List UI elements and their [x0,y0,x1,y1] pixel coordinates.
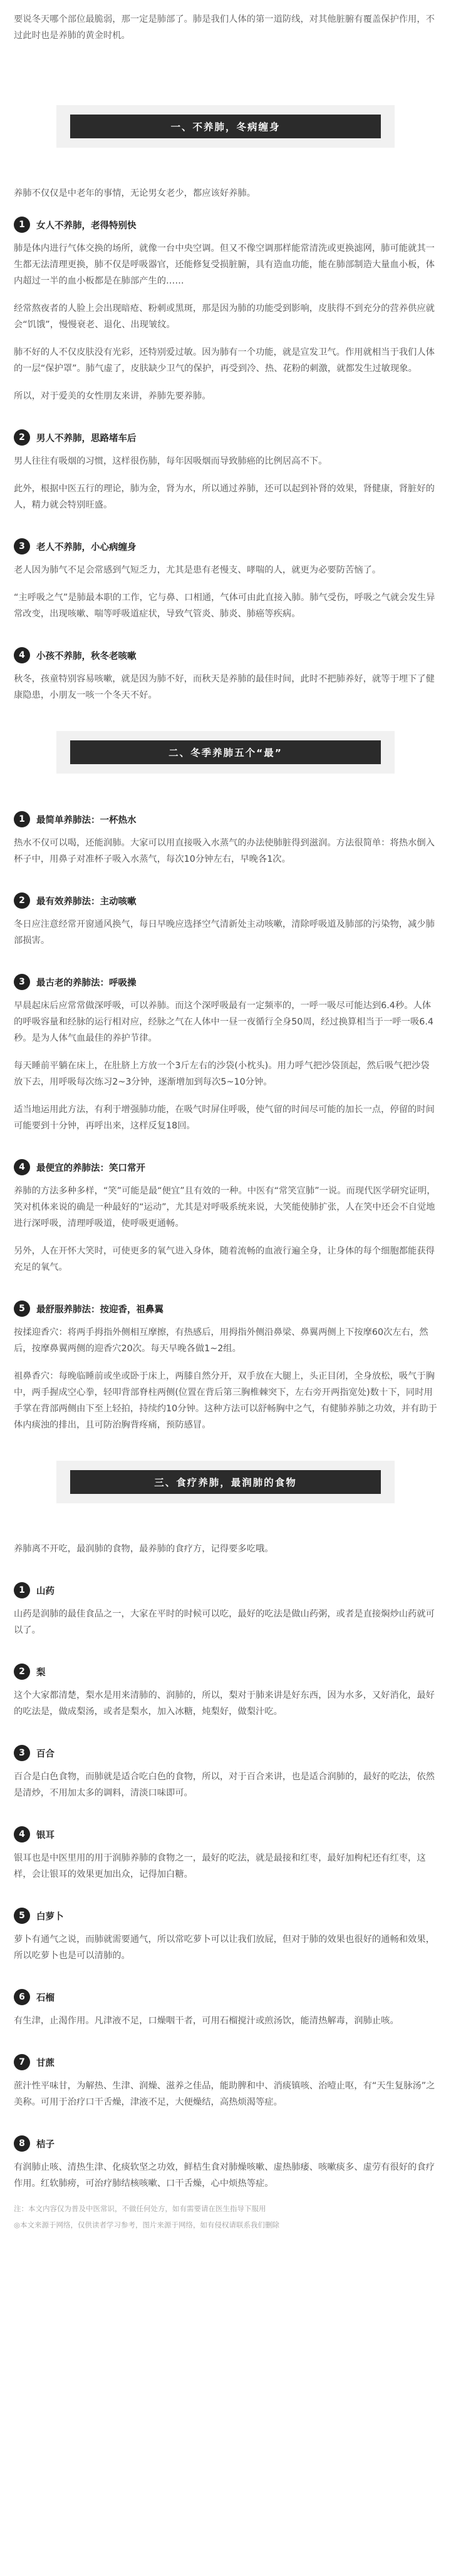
subheading [14,1989,437,2005]
number-badge: 4 [14,1826,30,1843]
paragraph: 每天睡前平躺在床上，在肚脐上方放一个3斤左右的沙袋(小枕头)。用力呼气把沙袋顶起，然后吸气把沙袋放下去，用呼吸每次练习2~3分钟，逐渐增加到每次5~10分钟。 [14,1061,430,1087]
paragraph: 有生津，止渴作用。凡津液不足，口燥咽干者，可用石榴搅汁或煎汤饮，能清热解毒，润肺止咳。 [14,2016,399,2026]
subheading-title: 百合 [36,1749,54,1759]
subheading-title: 男人不养肺，思路堵车后 [36,433,137,444]
subheading [14,1908,437,1924]
subheading-title: 石榴 [36,1993,54,2003]
number-badge: 3 [14,974,30,990]
section-banner-1 [56,105,395,148]
number-badge: 4 [14,647,30,663]
number-badge: 2 [14,892,30,909]
subheading [14,1582,437,1598]
subheading-title: 最古老的养肺法：呼吸操 [36,978,137,988]
paragraph: 早晨起床后应常常做深呼吸，可以养肺。而这个深呼吸最有一定频率的，一呼一吸尽可能达到6.4秒。人体的呼吸容量和经脉的运行相对应，经脉之气在人体中一昼一夜循行全身50周，经过换算相当于一呼一吸6.4秒。是为人体气血最佳的养护节律。 [14,1001,433,1043]
subheading [14,974,437,990]
paragraph: 老人因为肺气不足会常感到气短乏力，尤其是患有老慢支、哮喘的人，就更为必要防苦恼了。 [14,565,381,575]
section-title-2: 二、冬季养肺五个“最” [70,740,381,764]
number-badge: 2 [14,429,30,446]
number-badge: 3 [14,1745,30,1761]
section-lead-1: 养肺不仅仅是中老年的事情，无论男女老少，都应该好养肺。 [14,188,256,198]
subheading [14,217,437,233]
subheading-title: 桔子 [36,2139,54,2150]
number-badge: 5 [14,1301,30,1317]
subheading [14,647,437,663]
subheading-title: 最舒服养肺法：按迎香，祖鼻翼 [36,1304,163,1315]
section-title-3: 三、食疗养肺，最润肺的食物 [70,1470,381,1494]
paragraph: 这个大家都清楚，梨水是用来清肺的、润肺的，所以，梨对于肺来讲是好东西，因为水多，又好消化，最好的吃法是，做成梨汤，或者是梨水，加入冰糖，炖梨好，做梨汁吃。 [14,1690,435,1717]
paragraph: 银耳也是中医里用的用于润肺养肺的食物之一，最好的吃法，就是最接和红枣，最好加枸杞还有红枣，这样，会让银耳的效果更加出众，记得加白糖。 [14,1853,426,1879]
paragraph: 蔗汁性平味甘，为解热、生津、润燥、滋养之佳品，能助脾和中、消痰镇咳、治噎止呕，有“天生复脉汤”之美称。可用于治疗口干舌燥，津液不足，大便燥结，高热烦渴等症。 [14,2081,435,2107]
subheading [14,2054,437,2070]
subheading-title: 最有效养肺法：主动咳嗽 [36,896,137,907]
number-badge: 3 [14,538,30,555]
paragraph: 山药是润肺的最佳食品之一，大家在平时的时候可以吃，最好的吃法是做山药粥，或者是直接焖炒山药就可以了。 [14,1609,435,1635]
paragraph: 热水不仅可以喝，还能润肺。大家可以用直接吸入水蒸气的办法使肺脏得到滋润。方法很简单：将热水倒入杯子中，用鼻子对准杯子吸入水蒸气，每次10分钟左右，早晚各1次。 [14,838,435,864]
subheading-title: 白萝卜 [36,1911,64,1922]
source-note: ◎本文来源于网络，仅供读者学习参考，图片来源于网络，如有侵权请联系我们删除 [14,2221,280,2229]
subheading [14,538,437,555]
subheading-title: 梨 [36,1667,46,1678]
subheading [14,1745,437,1761]
subheading [14,1664,437,1680]
subheading [14,2135,437,2152]
paragraph: 祖鼻香穴：每晚临睡前或坐或卧于床上，两膝自然分开，双手放在大腿上，头正目闭，全身放松，吸气于胸中，两手握成空心拳，轻叩背部脊柱两侧(位置在背后第三胸椎棘突下，左右旁开两指宽处)数十下，同时用手掌在背部两侧由下至上轻拍，持续约10分钟。这种方法可以舒畅胸中之气，有健肺养肺之功效，并有助于体内痰浊的排出，且可防治胸背疼痛，预防感冒。 [14,1371,437,1430]
subheading-title: 老人不养肺，小心病缠身 [36,542,137,553]
paragraph: 所以，对于爱美的女性朋友来讲，养肺先要养肺。 [14,391,211,401]
paragraph: “主呼吸之气”是肺最本职的工作，它与鼻、口相通，气体可由此直接入肺。肺气受伤，呼吸之气就会发生异常改变，出现咳嗽、喘等呼吸道症状，导致气管炎、肺炎、肺癌等疾病。 [14,593,435,619]
subheading-title: 最便宜的养肺法：笑口常开 [36,1163,145,1173]
subheading [14,1301,437,1317]
paragraph: 肺不好的人不仅皮肤没有光彩，还特别爱过敏。因为肺有一个功能，就是宣发卫气。作用就相当于我们人体的一层“保护罩”。肺气虚了，皮肤缺少卫气的保护，再受到冷、热、花粉的刺激，就都发生过敏现象。 [14,347,435,374]
subheading [14,429,437,446]
paragraph: 适当地运用此方法，有利于增强肺功能，在吸气时屏住呼吸，使气留的时间尽可能的加长一点，停留的时间可能要到十分钟，再呼出来，这样反复18回。 [14,1105,435,1131]
paragraph: 百合是白色食物，而肺就是适合吃白色的食物，所以，对于百合来讲，也是适合润肺的，最好的吃法，依然是清炒，不用加太多的调料，清淡口味即可。 [14,1772,435,1798]
subheading [14,1826,437,1843]
paragraph: 有润肺止咳、清热生津、化痰软坚之功效，鲜桔生食对肺燥咳嗽、虚热肺痿、咳嗽痰多、虚劳有很好的食疗作用。红软肺痨，可治疗肺结核咳嗽、口干舌燥，心中烦热等症。 [14,2162,435,2189]
subheading-title: 小孩不养肺，秋冬老咳嗽 [36,651,137,662]
section-banner-2 [56,731,395,774]
subheading-title: 甘蔗 [36,2058,54,2068]
number-badge: 7 [14,2054,30,2070]
section-title-1: 一、不养肺，冬病缠身 [70,115,381,138]
subheading [14,811,437,827]
paragraph: 此外，根据中医五行的理论，肺为金，肾为水，所以通过养肺，还可以起到补肾的效果，肾健康，肾脏好的人，精力就会特别旺盛。 [14,484,435,510]
subheading-title: 最简单养肺法：一杯热水 [36,815,137,825]
paragraph: 冬日应注意经常开窗通风换气，每日早晚应选择空气清新处主动咳嗽，清除呼吸道及肺部的污染物，减少肺部损害。 [14,919,435,946]
number-badge: 8 [14,2135,30,2152]
subheading-title: 银耳 [36,1830,54,1841]
intro-paragraph: 要说冬天哪个部位最脆弱，那一定是肺部了。肺是我们人体的第一道防线，对其他脏腑有覆盖保护作用，不过此时也是养肺的黄金时机。 [14,14,435,41]
paragraph: 养肺的方法多种多样，“笑”可能是最“便宜”且有效的一种。中医有“常笑宣肺”一说。而现代医学研究证明，笑对机体来说的确是一种最好的“运动”，尤其是对呼吸系统来说，大笑能使肺扩张，人在笑中还会不自觉地进行深呼吸，清理呼吸道，使呼吸更通畅。 [14,1186,436,1229]
paragraph: 肺是体内进行气体交换的场所，就像一台中央空调。但又不像空调那样能常清洗或更换滤网，肺可能就其一生都无法清理更换，肺不仅是呼吸器官，还能修复受损脏腑，具有造血功能，能在肺部制造大量血小板，体内超过一半的血小板都是在肺部产生的…… [14,243,435,286]
subheading-title: 女人不养肺，老得特别快 [36,220,137,231]
subheading [14,892,437,909]
number-badge: 5 [14,1908,30,1924]
number-badge: 1 [14,217,30,233]
number-badge: 1 [14,811,30,827]
paragraph: 经常熬夜者的人脸上会出现暗疮、粉刺或黑斑，那是因为肺的功能受到影响，皮肤得不到充分的营养供应就会“饥饿”，慢慢衰老、退化、出现皱纹。 [14,304,435,330]
paragraph: 萝卜有通气之说，而肺就需要通气，所以常吃萝卜可以让我们放屁，但对于肺的效果也很好的通畅和效果，所以吃萝卜也是可以清肺的。 [14,1935,435,1961]
paragraph: 按揉迎香穴：将两手拇指外侧相互摩擦，有热感后，用拇指外侧沿鼻梁、鼻翼两侧上下按摩60次左右，然后，按摩鼻翼两侧的迎香穴20次。每天早晚各做1~2组。 [14,1327,428,1354]
paragraph: 秋冬，孩童特别容易咳嗽，就是因为肺不好，而秋天是养肺的最佳时间，此时不把肺养好，就等于埋下了健康隐患，小朋友一咳一个冬天不好。 [14,674,435,700]
number-badge: 1 [14,1582,30,1598]
section-banner-3 [56,1461,395,1503]
number-badge: 4 [14,1159,30,1175]
paragraph: 另外，人在开怀大笑时，可使更多的氧气进入身体，随着流畅的血液行遍全身，让身体的每个细胞都能获得充足的氧气。 [14,1246,435,1272]
subheading [14,1159,437,1175]
section-lead-3: 养肺离不开吃，最润肺的食物，最养肺的食疗方，记得要多吃哦。 [14,1544,274,1554]
number-badge: 6 [14,1989,30,2005]
subheading-title: 山药 [36,1586,54,1597]
paragraph: 男人往往有吸烟的习惯，这样很伤肺，每年因吸烟而导致肺癌的比例居高不下。 [14,456,328,466]
number-badge: 2 [14,1664,30,1680]
footnote: 注：本文内容仅为普及中医常识，不做任何处方，如有需要请在医生指导下服用 [14,2204,266,2213]
